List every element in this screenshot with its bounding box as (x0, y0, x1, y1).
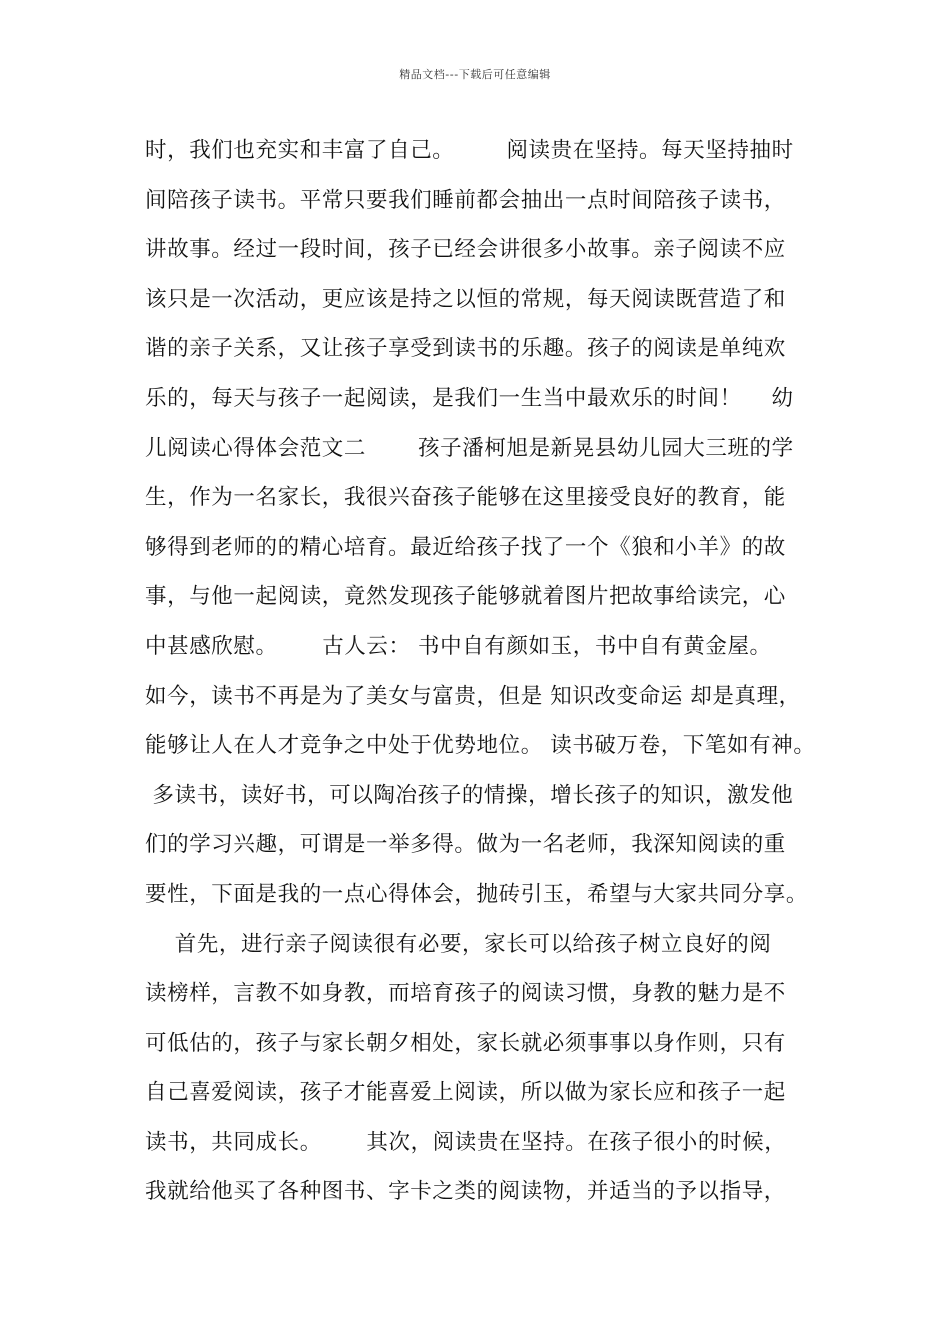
text-line: 可低估的，孩子与家长朝夕相处，家长就必须事事以身作则，只有 (145, 1030, 786, 1056)
text-line: 中甚感欣慰。 古人云： 书中自有颜如玉，书中自有黄金屋。 (145, 633, 772, 659)
text-line: 多读书，读好书，可以陶冶孩子的情操，增长孩子的知识，激发他 (145, 782, 794, 808)
text-line: 自己喜爱阅读，孩子才能喜爱上阅读，所以做为家长应和孩子一起 (145, 1080, 786, 1106)
text-line: 如今，读书不再是为了美女与富贵，但是 知识改变命运 却是真理， (145, 683, 801, 709)
text-line: 够得到老师的的精心培育。最近给孩子找了一个《狼和小羊》的故 (145, 534, 786, 560)
text-line: 讲故事。经过一段时间，孩子已经会讲很多小故事。亲子阅读不应 (145, 237, 786, 263)
text-line: 生，作为一名家长，我很兴奋孩子能够在这里接受良好的教育，能 (145, 485, 786, 511)
text-line: 首先，进行亲子阅读很有必要，家长可以给孩子树立良好的阅 (145, 931, 772, 957)
document-body (145, 133, 845, 1224)
text-line: 读书，共同成长。 其次，阅读贵在坚持。在孩子很小的时候， (145, 1129, 787, 1155)
text-line: 事，与他一起阅读，竟然发现孩子能够就着图片把故事给读完，心 (145, 584, 786, 610)
text-line: 乐的，每天与孩子一起阅读，是我们一生当中最欢乐的时间！ 幼 (145, 385, 794, 411)
text-line: 儿阅读心得体会范文二 孩子潘柯旭是新晃县幼儿园大三班的学 (145, 435, 794, 461)
text-line: 我就给他买了各种图书、字卡之类的阅读物，并适当的予以指导， (145, 1179, 786, 1205)
text-line: 能够让人在人才竞争之中处于优势地位。 读书破万卷，下笔如有神。 (145, 733, 816, 759)
text-line: 时，我们也充实和丰富了自己。 阅读贵在坚持。每天坚持抽时 (145, 138, 794, 163)
text-line: 该只是一次活动，更应该是持之以恒的常规，每天阅读既营造了和 (145, 286, 786, 312)
text-line: 读榜样，言教不如身教，而培育孩子的阅读习惯，身教的魅力是不 (145, 981, 786, 1007)
text-line: 间陪孩子读书。平常只要我们睡前都会抽出一点时间陪孩子读书， (145, 187, 786, 213)
text-line: 谐的亲子关系，又让孩子享受到读书的乐趣。孩子的阅读是单纯欢 (145, 336, 786, 362)
page-header: 精品文档---下载后可任意编辑 (399, 68, 551, 81)
text-line: 们的学习兴趣，可谓是一举多得。做为一名老师，我深知阅读的重 (145, 832, 786, 858)
text-line: 要性，下面是我的一点心得体会，抛砖引玉，希望与大家共同分享。 (145, 881, 809, 907)
